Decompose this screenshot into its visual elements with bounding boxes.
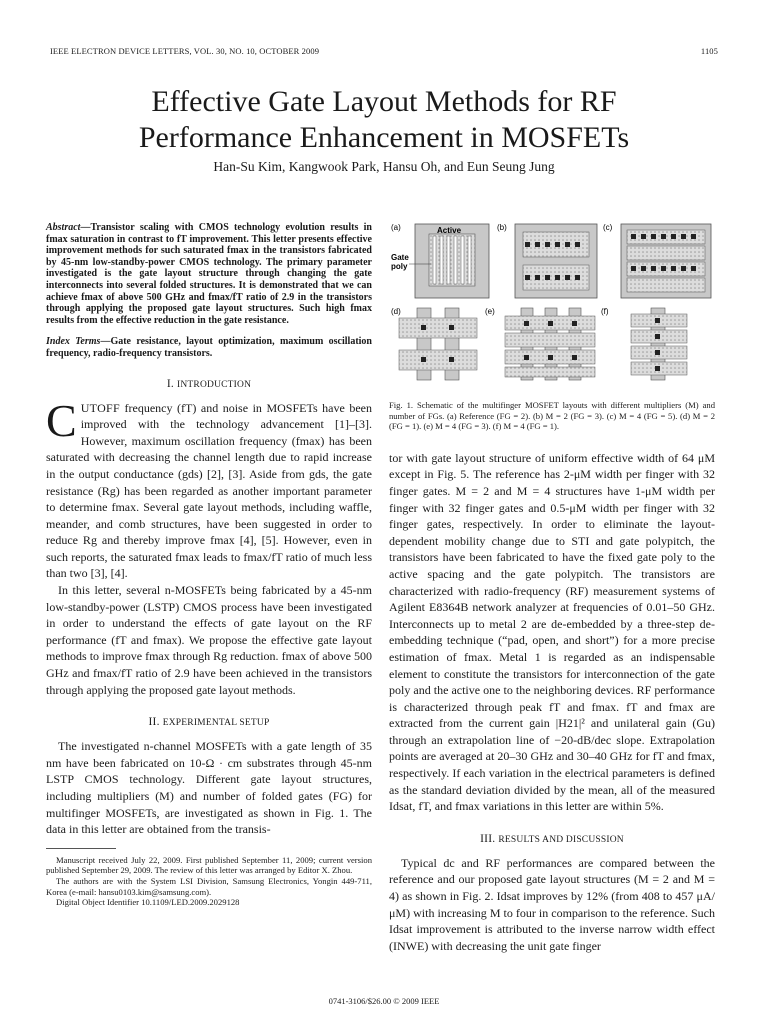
footnote-doi: Digital Object Identifier 10.1109/LED.2009.2029128 xyxy=(56,897,240,908)
paper-title xyxy=(0,84,768,156)
title-line-2: Performance Enhancement in MOSFETs xyxy=(138,121,630,154)
figure-1-caption: Fig. 1. Schematic of the multifinger MOSFET layouts with different multipliers (M) and number of FGs. (a) Reference (FG = 2). (b) M = 2 (FG = 3). (c) M = 4 (FG = 5). (d) M = 2 (FG = 1). (e) M = 4 (FG = 3). (f) M = 4 (FG = 1). xyxy=(389,400,715,432)
panel-a xyxy=(391,223,489,298)
right-column xyxy=(389,222,715,954)
section-heading-experimental-setup xyxy=(46,716,372,728)
panel-c-label: (c) xyxy=(603,223,613,232)
index-terms-text: Gate resistance, layout optimization, maximum oscillation frequency, radio-frequency transistors. xyxy=(46,336,372,359)
index-terms-lead: Index Terms xyxy=(46,336,101,348)
intro-paragraph-2: In this letter, several n-MOSFETs being fabricated by a 45-nm low-standby-power (LSTP) CMOS process have been investigated in order to understand the effects of gate layout on the RF performance (fT and fmax). We propose the effective gate layout methods to improve fmax through Rg reduction. fmax of above 500 GHz and fmax/fT ratio of 2.9 have been achieved in the transistors through applying the proposed gate layout methods. xyxy=(46,583,372,697)
section-number: I. xyxy=(166,377,174,390)
footnote-rule xyxy=(46,848,116,849)
panel-d-label: (d) xyxy=(391,307,401,316)
footnote-affiliation: The authors are with the System LSI Division, Samsung Electronics, Yongin 449-711, Korea (e-mail: hansu0103.kim@samsung.com). xyxy=(46,875,372,897)
first-word: UTOFF xyxy=(80,400,120,415)
panel-e xyxy=(485,307,595,380)
panel-b xyxy=(497,223,597,298)
figure-1 xyxy=(389,222,715,394)
label-gate: Gate xyxy=(391,253,409,262)
section-title: RESULTS AND DISCUSSION xyxy=(498,834,624,845)
intro-p1-text: frequency (fT) and noise in MOSFETs have been improved with the technology advancement [1]–[3]. However, maximum oscillation frequency (fmax) has been saturated with decreasing the channel length due to rapid increase in the output conductance (gds) [2], [3]. Aside from gds, the gate resistance (Rg) has been regarded as another important parameter to determine fmax. Several gate layout methods, including waffle, meander, and comb structures, have been suggested in order to reduce Rg and thereby improve fmax [4], [5]. However, even in such reports, the saturated fmax leads to fmax/fT ratio of much less than two [3], [4]. xyxy=(46,400,372,581)
section-heading-results xyxy=(389,833,715,845)
right-body xyxy=(389,450,715,955)
panel-e-label: (e) xyxy=(485,307,495,316)
section-number: II. xyxy=(148,716,160,729)
section-number: III. xyxy=(480,832,496,845)
panel-b-label: (b) xyxy=(497,223,507,232)
abstract-lead: Abstract xyxy=(46,222,81,233)
index-terms: Index Terms—Gate resistance, layout optimization, maximum oscillation frequency, radio-frequency transistors. xyxy=(46,336,372,359)
label-active: Active xyxy=(437,226,462,235)
left-column xyxy=(46,222,372,908)
page-number: 1105 xyxy=(700,46,718,56)
panel-a-label: (a) xyxy=(391,223,401,232)
panel-c xyxy=(603,223,711,298)
copyright-footer: 0741-3106/$26.00 © 2009 IEEE xyxy=(328,996,440,1006)
experimental-paragraph-1: The investigated n-channel MOSFETs with a gate length of 35 nm have been fabricated on 10-Ω · cm substrates through 45-nm LSTP CMOS technology. Different gate layout structures, including multipliers (M) and number of folded gates (FG) for multifinger MOSFETs, are investigated as shown in Fig. 1. The data in this letter are obtained from the transis- xyxy=(46,739,372,837)
footnote-manuscript: Manuscript received July 22, 2009. First published September 11, 2009; current version published September 29, 2009. The review of this letter was arranged by Editor X. Zhou. xyxy=(46,854,372,876)
section-title: EXPERIMENTAL SETUP xyxy=(162,718,270,729)
panel-f xyxy=(601,307,687,380)
title-line-1: Effective Gate Layout Methods for RF xyxy=(151,85,617,118)
experimental-paragraph-2: tor with gate layout structure of uniform effective width of 64 μM except in Fig. 5. The reference has 2-μM width per finger with 32 finger gates. M = 2 and M = 4 structures have 1-μM width per finger with 32 finger gates and 0.5-μM width per finger with 32 finger gates, respectively. In order to eliminate the layout-dependent mobility change due to STI and gate polypitch, the transistors have been fabricated to have the fixed gate poly to the active spacing and the gate polypitch. The transistors are characterized with radio-frequency (RF) measurement systems of Agilent E8364B network analyzer at frequencies of 0.01–50 GHz. Interconnects up to metal 2 are de-embedded by a three-step de-embedding technique (“pad, open, and short”) for a more precise estimation of fmax. Metal 1 is regarded as an indispensable element to constitute the transistors for interconnection of the gate poly and the active one to the neighboring devices. RF performance is characterized through peak fT and fmax. fT and fmax are extracted from the current gain |H21|² and unilateral gain (Gu) through an extrapolation line of −20-dB/dec slope. Extrapolation points are averaged at 20–30 GHz and 30–40 GHz for fT and fmax, respectively. If each variation in the electrical parameters is defined as the standard deviation divided by the mean, all of the measured Idsat, fT, and fmax variations in this letter are within 5%. xyxy=(389,450,715,814)
panel-f-label: (f) xyxy=(601,307,609,316)
journal-name: IEEE ELECTRON DEVICE LETTERS, VOL. 30, NO. 10, OCTOBER 2009 xyxy=(50,46,320,56)
author-list: Han-Su Kim, Kangwook Park, Hansu Oh, and Eun Seung Jung xyxy=(213,159,555,174)
drop-cap: C xyxy=(46,394,77,446)
panel-d xyxy=(391,307,477,380)
figure-1-schematic xyxy=(389,222,715,394)
abstract: Abstract—Transistor scaling with CMOS technology evolution results in fmax saturation in contrast to fT improvement. This letter presents effective improvement methods for such saturated fmax in the transistors fabricated by 45-nm low-standby-power CMOS technology. The primary parameter investigated is the gate layout structure through changing the gate interconnects into several folded structures. It is demonstrated that we can achieve fmax of above 500 GHz and fmax/fT ratio of 2.9 in the transistors through applying the proposed gate layout structures. Such high fmax results from the effective reduction in the gate resistance. xyxy=(46,222,372,326)
results-paragraph-1: Typical dc and RF performances are compared between the reference and our proposed gate layout structures (M = 2 and M = 4) as shown in Fig. 2. Idsat improves by 12% (from 408 to 457 μA/μM) with increasing M to four in comparison to the reference. Such Idsat improvement is attributed to the inverse narrow width effect (INWE) with decreasing the unit gate finger xyxy=(389,855,715,953)
intro-paragraph-1 xyxy=(46,394,372,583)
label-poly: poly xyxy=(391,262,408,271)
running-head xyxy=(50,46,718,56)
section-heading-introduction xyxy=(46,378,372,390)
section-title: INTRODUCTION xyxy=(177,379,252,390)
abstract-text: Transistor scaling with CMOS technology evolution results in fmax saturation in contrast to fT improvement. This letter presents effective improvement methods for such saturated fmax in the transistors fabricated by 45-nm low-standby-power CMOS technology. The primary parameter investigated is the gate layout structure through changing the gate interconnects into several folded structures. It is demonstrated that we can achieve fmax of above 500 GHz and fmax/fT ratio of 2.9 in the transistors through applying the proposed gate layout structures. Such high fmax results from the effective reduction in the gate resistance. xyxy=(46,222,372,326)
